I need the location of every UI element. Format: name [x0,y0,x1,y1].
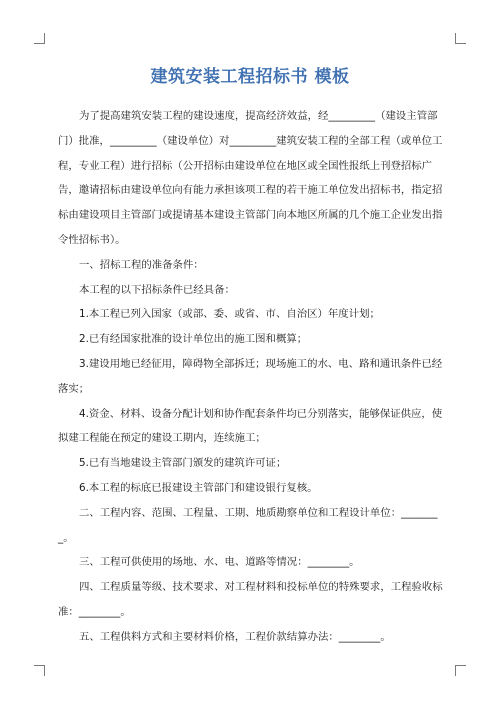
document-title: 建筑安装工程招标书 模板 [150,67,350,87]
condition-item-4: 4.资金、材料、设备分配计划和协作配套条件均已分别落实，能够保证供应，使拟建工程能在预定的建设工期内，连续施工； [58,407,443,445]
condition-item-3: 3.建设用地已经征用，障碍物全部拆迁；现场施工的水、电、路和通讯条件已经落实； [58,357,443,395]
crop-mark-bottom-right [455,665,466,676]
crop-mark-top-right [455,33,466,44]
condition-item-1: 1.本工程已列入国家（或部、委、或省、市、自治区）年度计划； [79,308,380,321]
condition-item-6: 6.本工程的标底已报建设主管部门和建设银行复核。 [79,481,318,494]
section-1-heading: 一、招标工程的准备条件： [79,258,204,271]
condition-item-2: 2.已有经国家批准的设计单位出的施工图和概算； [79,333,308,346]
section-5-paragraph: 五、工程供料方式和主要材料价格，工程价款结算办法：________。 [79,630,391,643]
document-body [58,104,444,650]
section-4-paragraph: 四、工程质量等级、技术要求、对工程材料和投标单位的特殊要求，工程验收标准：________。 [58,581,443,618]
section-2-paragraph: 二、工程内容、范围、工程量、工期、地质勘察单位和工程设计单位：________。 [58,506,438,544]
crop-mark-top-left [34,33,45,44]
condition-item-5: 5.已有当地建设主管部门颁发的建筑许可证； [79,457,287,470]
intro-paragraph: 为了提高建筑安装工程的建设速度，提高经济效益，经_________（建设主管部门）批准，_________（建设单位）对_________建筑安装工程的全部工程（或单位工程，专业工程）进行招标（公开招标由建设单位在地区或全国性报纸上刊登招标广告，邀请招标由建设单位向有能力承担该项工程的若干施工单位发出招标书，指定招标由建设项目主管部门或提请基本建设主管部门向本地区所属的几个施工企业发出指令性招标书）。 [58,110,443,246]
section-3-paragraph: 三、工程可供使用的场地、水、电、道路等情况：________。 [79,556,360,569]
conditions-intro: 本工程的以下招标条件已经具备： [79,283,235,296]
crop-mark-bottom-left [34,665,45,676]
